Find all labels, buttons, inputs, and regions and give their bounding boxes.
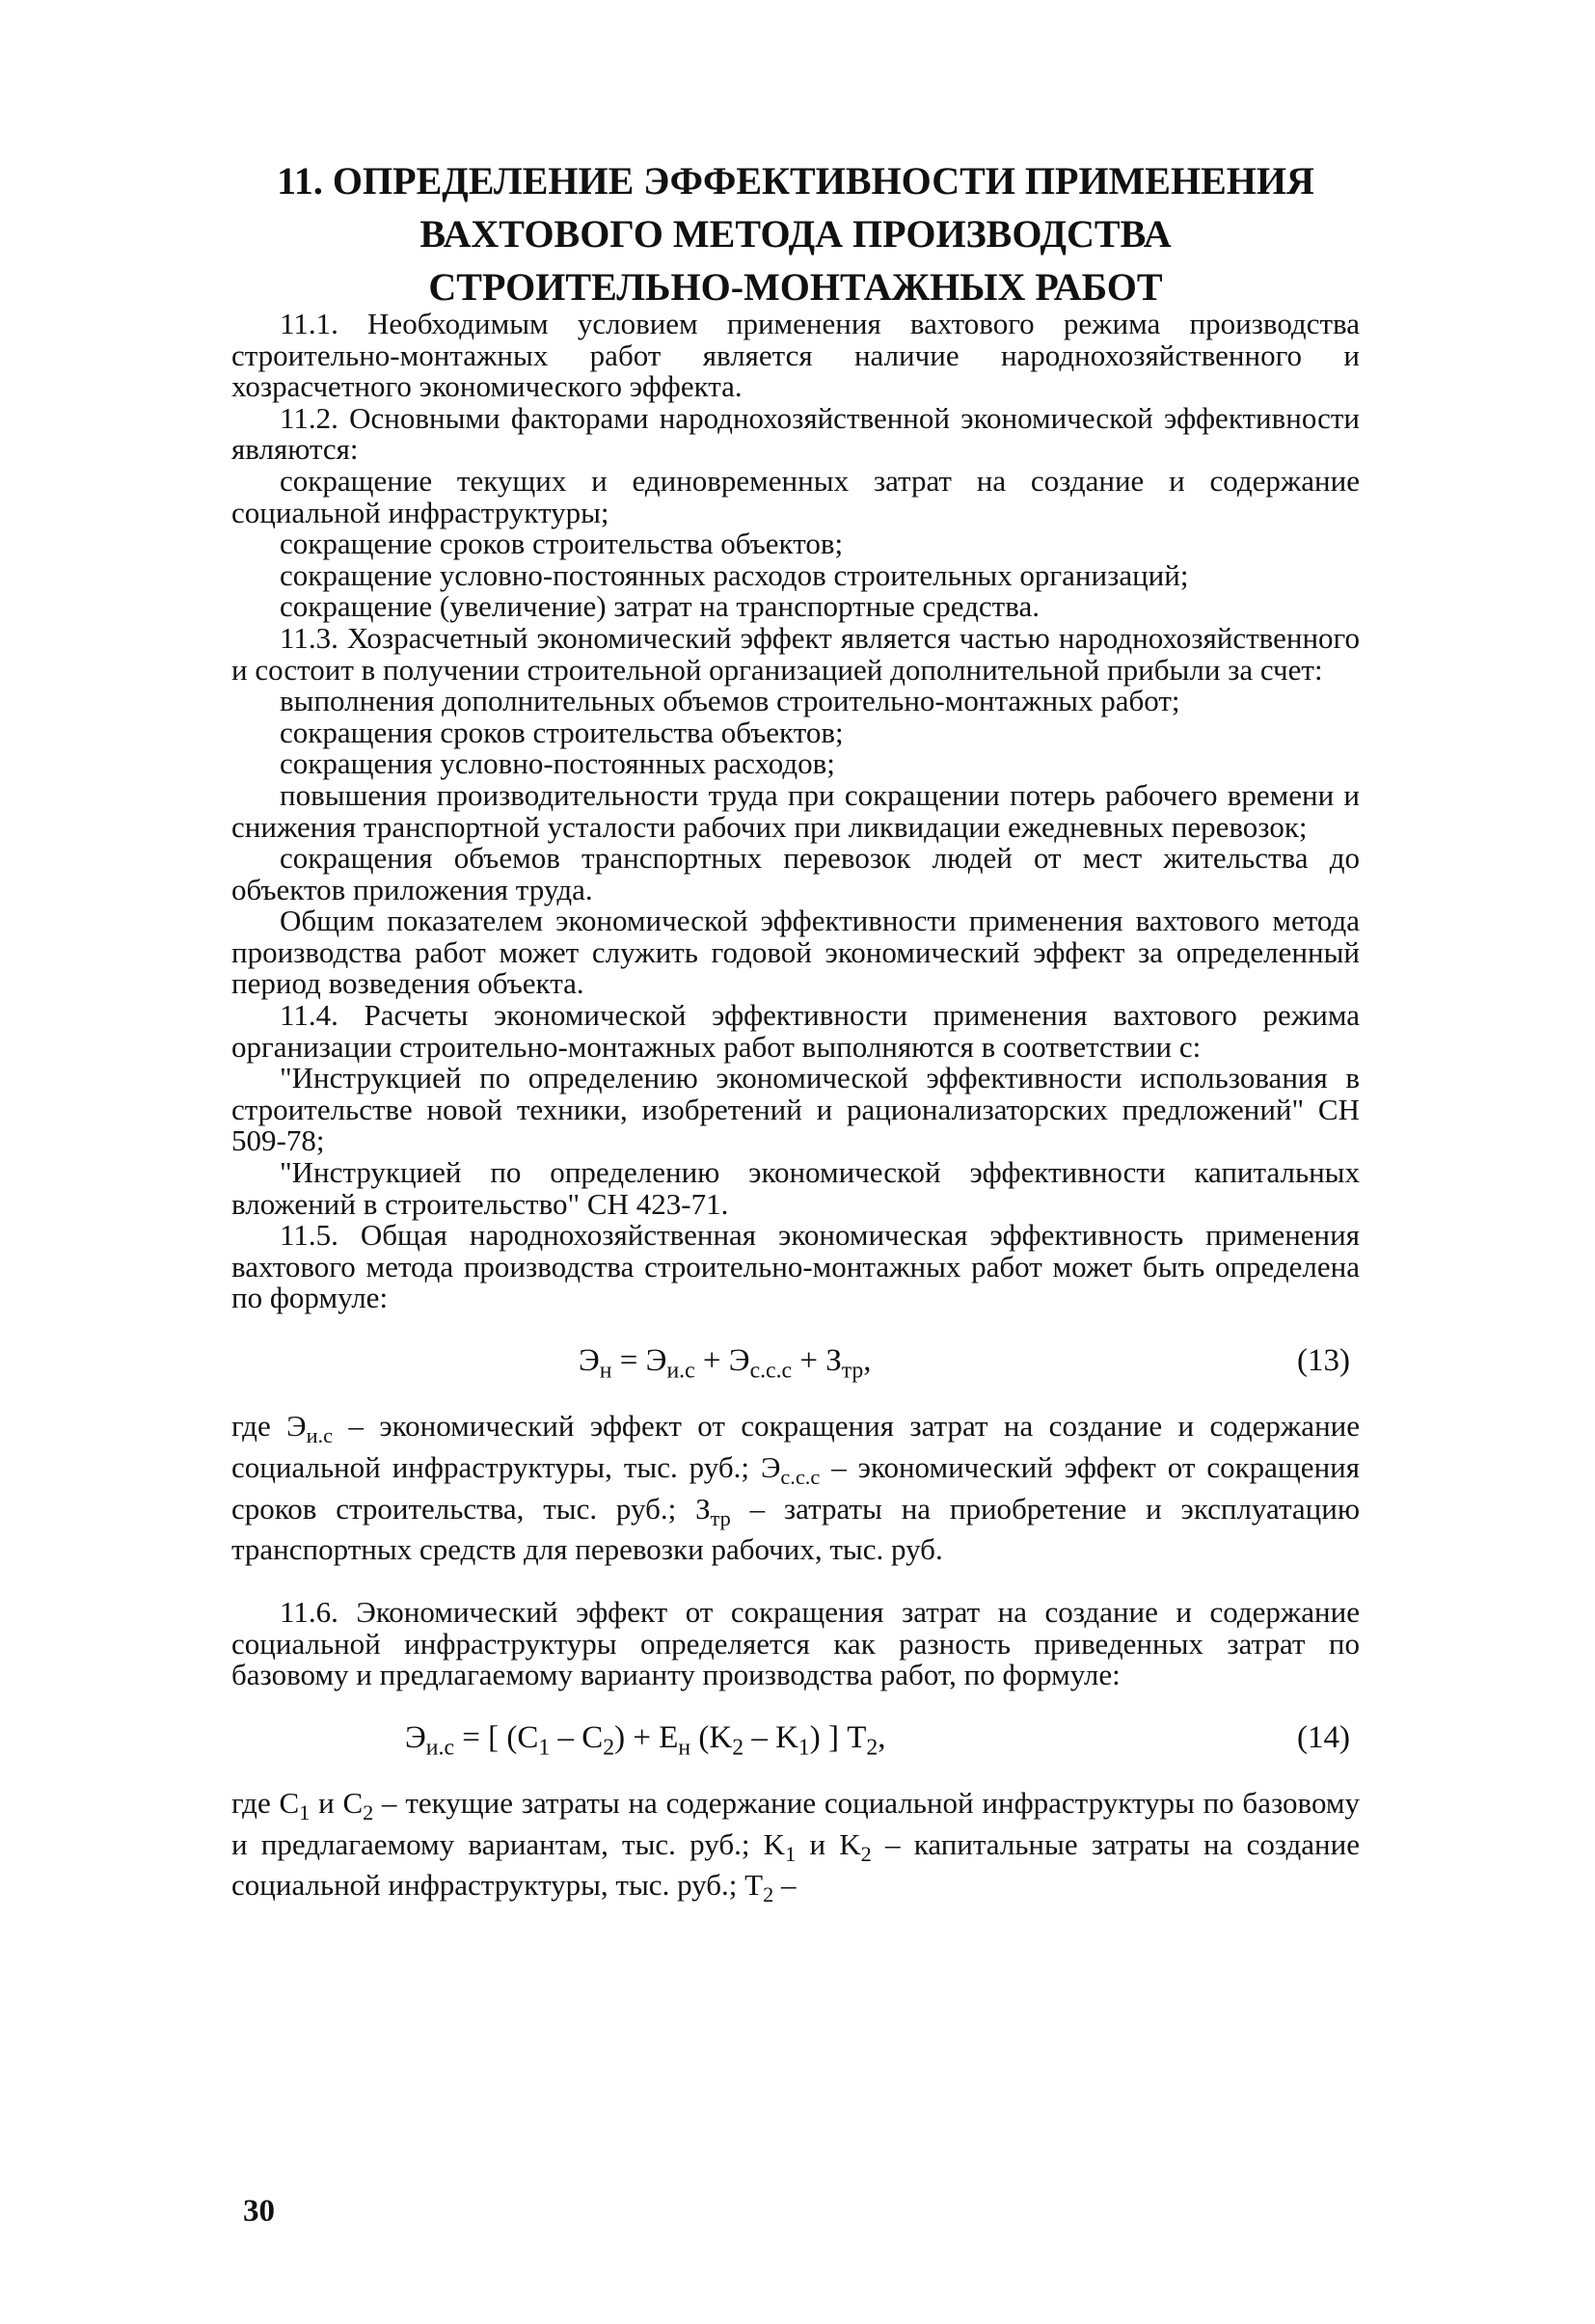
equation-number-14: (14) <box>1297 1719 1350 1755</box>
formula-13-explanation: где $Э_{и.с}$ – экономический эффект от сокращения затрат на создание и содержание социальной инфраструктуры, тыс. руб.; $Э_{с.с.с}$ – экономический эффект от сокращения сроков строительства, тыс. руб.; $З_{тр}$ – затраты на приобретение и эксплуатацию транспортных средств для перевозки рабочих, тыс. руб. <box>231 1409 1361 1567</box>
list-item: сокращение сроков строительства объектов; <box>280 527 844 561</box>
formula-14-expression: $Э_{и.с}$ = [ $(C_1 - C_2) + E_н$ $(K_2 - K_1)$ ] $T_2$, <box>405 1719 886 1761</box>
section-title-line-2: ВАХТОВОГО МЕТОДА ПРОИЗВОДСТВА <box>419 212 1172 256</box>
list-item: выполнения дополнительных объемов строительно-монтажных работ; <box>280 684 1180 718</box>
list-item: сокращения объемов транспортных перевозок людей от мест жительства до объектов приложения труда. <box>231 841 1360 906</box>
section-title <box>231 154 1360 313</box>
list-item: сокращения условно-постоянных расходов; <box>280 746 835 781</box>
formula-13-expression: $Э_н = Э_{и.с} + Э_{с.с.с} + З_{тр}$, <box>579 1343 872 1384</box>
list-item: "Инструкцией по определению экономической эффективности капитальных вложений в строительство" СН 423-71. <box>231 1155 1360 1221</box>
paragraph-11-1: 11.1. Необходимым условием применения вахтового режима производства строительно-монтажных работ является наличие народнохозяйственного и хозрасчетного экономического эффекта. <box>231 307 1360 404</box>
formula-13 <box>231 1332 1360 1399</box>
formula-14 <box>231 1709 1360 1776</box>
paragraph-11-6: 11.6. Экономический эффект от сокращения затрат на создание и содержание социальной инфраструктуры определяется как разность приведенных затрат по базовому и предлагаемому варианту производства работ, по формуле: <box>231 1594 1360 1692</box>
list-item: повышения производительности труда при сокращении потерь рабочего времени и снижения транспортной усталости рабочих при ликвидации ежедневных перевозок; <box>231 777 1360 844</box>
list-item: сокращение (увеличение) затрат на транспортные средства. <box>280 589 1040 624</box>
equation-number-13: (13) <box>1297 1343 1350 1378</box>
paragraph-11-2: 11.2. Основными факторами народнохозяйственной экономической эффективности являются: <box>231 400 1360 467</box>
formula-14-explanation: где $C_1$ и $C_2$ – текущие затраты на содержание социальной инфраструктуры по базовому и предлагаемому вариантам, тыс. руб.; $K_1$ и $K_2$ – капитальные затраты на создание социальной инфраструктуры, тыс. руб.; $T_2$ – <box>231 1785 1360 1907</box>
section-title-line-3: СТРОИТЕЛЬНО-МОНТАЖНЫХ РАБОТ <box>428 265 1163 309</box>
page-number: 30 <box>243 2194 275 2229</box>
document-body <box>231 309 1360 1911</box>
paragraph-11-3: 11.3. Хозрасчетный экономический эффект является частью народнохозяйственного и состоит в получении строительной организацией дополнительной прибыли за счет: <box>231 620 1360 687</box>
paragraph-11-4: 11.4. Расчеты экономической эффективности применения вахтового режима организации строительно-монтажных работ выполняются в соответствии с: <box>231 998 1360 1064</box>
list-item: "Инструкцией по определению экономической эффективности использования в строительстве новой техники, изобретений и рационализаторских предложений" СН 509-78; <box>231 1061 1360 1158</box>
paragraph-11-3-summary: Общим показателем экономической эффективности применения вахтового метода производства работ может служить годовой экономический эффект за определенный период возведения объекта. <box>231 904 1360 1001</box>
paragraph-11-5: 11.5. Общая народнохозяйственная экономическая эффективность применения вахтового метода производства строительно-монтажных работ может быть определена по формуле: <box>231 1218 1360 1315</box>
list-item: сокращение текущих и единовременных затрат на создание и содержание социальной инфраструктуры; <box>231 463 1360 529</box>
list-item: сокращение условно-постоянных расходов строительных организаций; <box>280 557 1189 592</box>
list-item: сокращения сроков строительства объектов; <box>280 715 844 749</box>
section-title-line-1: 11. ОПРЕДЕЛЕНИЕ ЭФФЕКТИВНОСТИ ПРИМЕНЕНИЯ <box>277 159 1314 203</box>
